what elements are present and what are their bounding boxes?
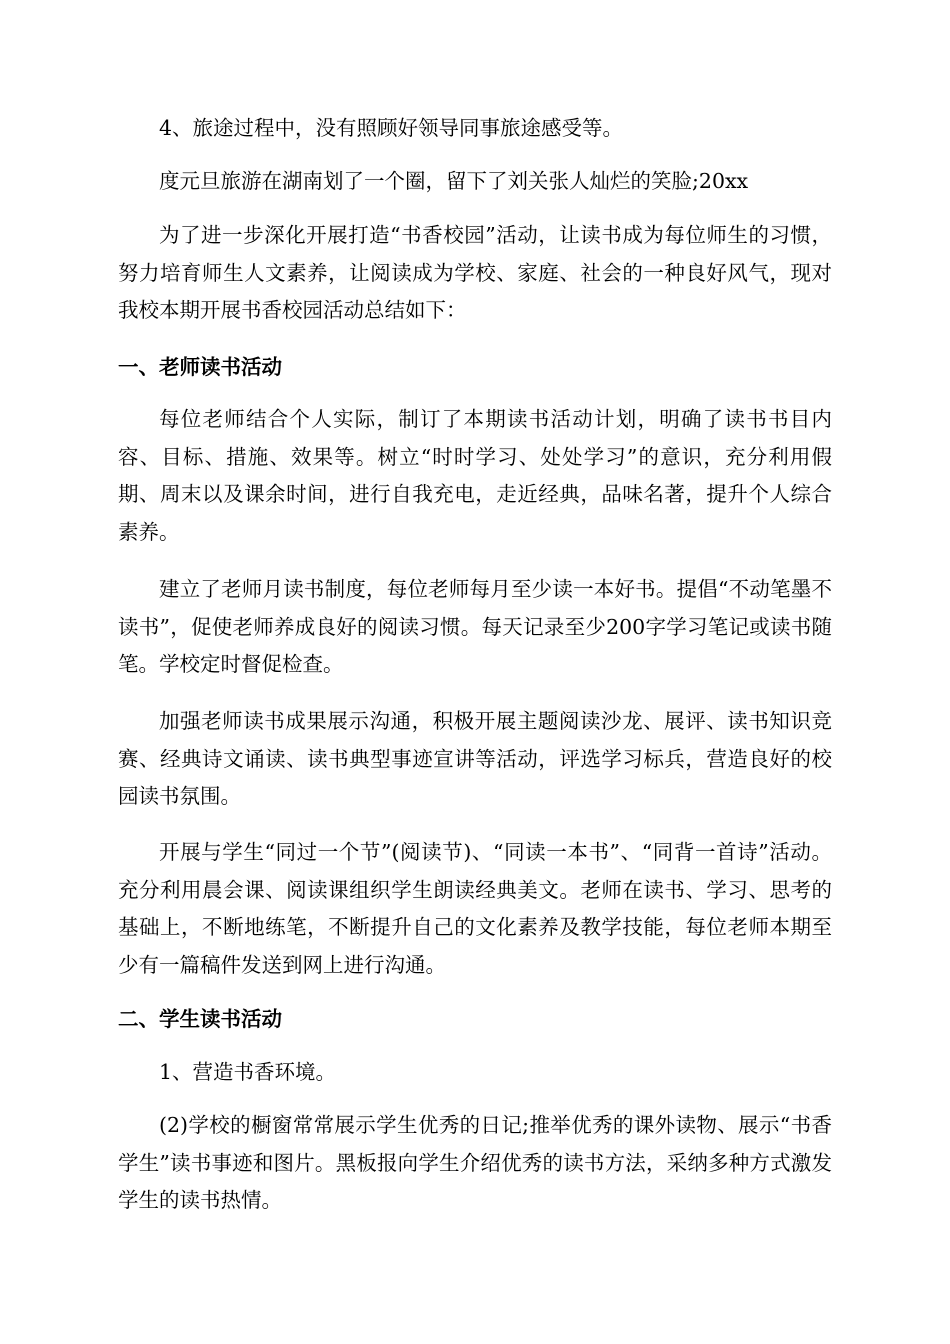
paragraph-intro: 为了进一步深化开展打造“书香校园”活动，让读书成为每位师生的习惯，努力培育师生人文素养，让阅读成为学校、家庭、社会的一种良好风气，现对我校本期开展书香校园活动总结如下： (118, 223, 832, 322)
paragraph-travel-item-4: 4、旅途过程中，没有照顾好领导同事旅途感受等。 (159, 116, 624, 140)
section-heading-student-reading: 二、学生读书活动 (118, 1007, 282, 1031)
paragraph-teacher-plan: 每位老师结合个人实际，制订了本期读书活动计划，明确了读书书目内容、目标、措施、效果等。树立“时时学习、处处学习”的意识，充分利用假期、周末以及课余时间，进行自我充电，走近经典，品味名著，提升个人综合素养。 (118, 407, 832, 544)
paragraph-joint-activities: 开展与学生“同过一个节”(阅读节)、“同读一本书”、“同背一首诗”活动。充分利用晨会课、阅读课组织学生朗读经典美文。老师在读书、学习、思考的基础上，不断地练笔，不断提升自己的文化素养及教学技能，每位老师本期至少有一篇稿件发送到网上进行沟通。 (118, 840, 832, 977)
paragraph-new-year-trip: 度元旦旅游在湖南划了一个圈，留下了刘关张人灿烂的笑脸;20xx (159, 169, 749, 193)
section-heading-teacher-reading: 一、老师读书活动 (118, 355, 282, 379)
paragraph-showcase-window: (2)学校的橱窗常常展示学生优秀的日记;推举优秀的课外读物、展示“书香学生”读书事迹和图片。黑板报向学生介绍优秀的读书方法，采纳多种方式激发学生的读书热情。 (118, 1113, 832, 1212)
paragraph-environment: 1、营造书香环境。 (159, 1060, 337, 1084)
paragraph-monthly-reading: 建立了老师月读书制度，每位老师每月至少读一本好书。提倡“不动笔墨不读书”，促使老师养成良好的阅读习惯。每天记录至少200字学习笔记或读书随笔。学校定时督促检查。 (118, 577, 832, 676)
paragraph-showcase: 加强老师读书成果展示沟通，积极开展主题阅读沙龙、展评、读书知识竞赛、经典诗文诵读、读书典型事迹宣讲等活动，评选学习标兵，营造良好的校园读书氛围。 (118, 709, 832, 808)
